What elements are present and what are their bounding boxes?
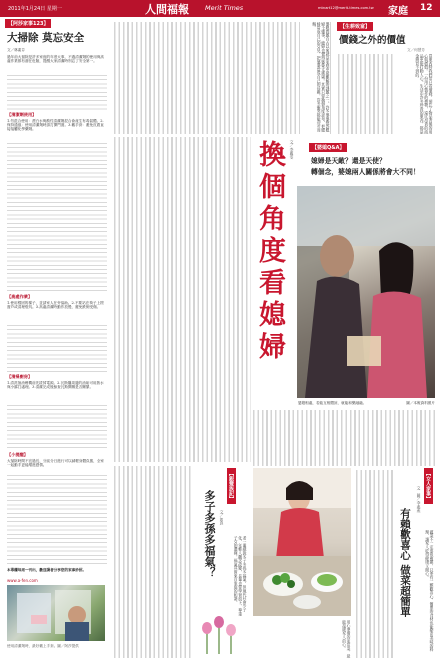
subheading-kitchen: 【清掃廚房】 [7,374,33,379]
brand-en: Merit Times [205,4,244,12]
photo-caption: 使用清潔劑時，最好戴上手套。圖／阿莎提供 [7,644,79,648]
feature-byline: 文／李麗雯 [290,140,295,159]
article-title: 大掃除 莫忘安全 [7,32,85,44]
photo-scene [297,186,435,398]
intro: 過年前大掃除是許多家庭的年度大事，不過清潔劑的使用與高處作業都有潛在危險，提醒大家清潔時別忘了安全第一。 [7,55,105,64]
grandma-title: 多子多孫多福氣？ [203,490,216,578]
paragraph-high-continued [7,324,107,372]
feature-body: 婆媳問題自古以來就是家庭中最難解的課題之一。許多婆婆抱怨媳婦不懂事，媳婦也覺得婆婆太挑剔。其實只要換個角度思考，把媳婦當成自己的女兒，把婆婆當成自己的母親，許多衝突都能迎刃而解。 [300,22,330,134]
masthead [0,0,440,17]
qa-tag: 【婆媳Q&A】 [309,143,347,152]
subheading-tips: 【小提醒】 [7,452,28,457]
feature-headline [252,140,286,398]
subheading-cleaner: 【清潔劑使用】 [7,112,37,117]
paragraph-cleaner: 1.勿混合使用：漂白水與酸性清潔劑混合會產生有毒氣體。2.保持通風：使用清潔劑時請打開門窗。3.戴手套：避免皮膚直接接觸化學藥劑。 [7,119,104,132]
paragraph-tips: 大掃除時間不宜過長，分區分日進行可以減輕身體負擔，全家一起動手更能增進感情。 [7,459,105,468]
qa-subhead: 轉個念，婆媳兩人關係將會大不同！ [311,168,420,176]
section-name: 家庭 [388,6,408,17]
subheading-high: 【高處作業】 [7,294,33,299]
woman-tag: 【女人家事】 [424,468,433,504]
values-title: 價錢之外的價值 [339,35,406,46]
grandma-tag: 【銀髮族記】 [227,468,236,504]
feature-headline-text: 換個角度看媳婦 [254,140,285,364]
kitchen-text-columns [355,470,395,658]
feature-photo-caption: 婆媳相處，若能互相體諒，就能和樂融融。 [298,401,367,405]
feature-photo [297,186,435,398]
article-photo [7,585,105,641]
brand-logo: 人間福報 [145,3,189,16]
values-column [335,22,435,134]
intro-continued [7,74,107,110]
woman-body: 做菜不一定要很複雜，只要有一顆歡喜心，簡單的食材也能變出美味的料理，讓家人吃得健康又開心。 [425,530,435,652]
photo-scene [7,585,105,641]
paragraph-kitchen-continued [7,404,107,450]
grandma-columns [113,466,193,658]
flower-illustration [197,614,241,654]
footer-note: 本專欄每周一刊出，歡迎讀者分享您的家事妙招。 [7,568,87,572]
paragraph-kitchen: 1.清洗抽油煙機前先拔掉電源。2.瓦斯爐周邊的油垢可用熱水與小蘇打處理。3.清潔完成後檢查瓦斯開關是否關緊。 [7,381,104,390]
page-number: 12 [420,3,433,13]
qa-question: 媳婦是天敵？還是天使？ [311,157,386,165]
footer-url[interactable]: www.a-fen.com [7,578,38,583]
paragraph-cleaner-continued [7,142,107,292]
qa-box [297,143,435,183]
feature-columns-left [113,137,251,462]
values-column-tag: 【生耕致富】 [337,22,373,31]
left-article [5,19,109,659]
paragraph-high: 1.使用穩固的梯子，並請家人在旁協助。2.不要站在椅子上擦窗戶或清理燈具。3.高處清潔時動作放慢，避免跌倒受傷。 [7,301,104,310]
woman-title: 有賴歡喜心 做菜超簡單 [399,508,411,617]
masthead-url[interactable]: mtnart12@merit-times.com.tw [318,6,374,10]
kitchen-photo [253,468,351,616]
photo-scene [253,468,351,616]
woman-article [396,466,436,658]
woman-byline: 文．圖／李燕燕 [417,486,422,513]
upper-body-columns [113,22,331,134]
grandma-article [195,466,251,658]
values-byline: 文／何慧芳 [407,48,425,52]
grandma-body: 老一輩總說多子多孫多福氣，但現代社會少子化，年輕人觀念改變，長輩也要學習放下，尊重子女的選擇，福氣其實來自家庭的和諧。 [234,536,248,616]
feature-photo-credit: 圖／本報資料照片 [406,401,435,405]
byline: 文／林素芬 [7,48,25,52]
kitchen-photo-caption: 用心準備的家常菜，最能溫暖家人的心。 [342,620,352,658]
grandma-byline: 文／如真 [220,510,225,526]
values-body-continued [337,54,393,134]
values-body: 買東西時我們常只看價錢，卻忘了物品背後的用心與價值。一份用心製作的禮物，遠比昂貴的商品更能打動人心。生活中許多珍貴的東西，都是金錢買不到的。 [415,54,434,134]
feature-columns-lower [252,410,435,466]
masthead-date: 2011年1月24日 星期一 [8,6,62,12]
column-tag: 【阿莎家事123】 [5,19,51,28]
paragraph-tips-continued [7,474,107,566]
